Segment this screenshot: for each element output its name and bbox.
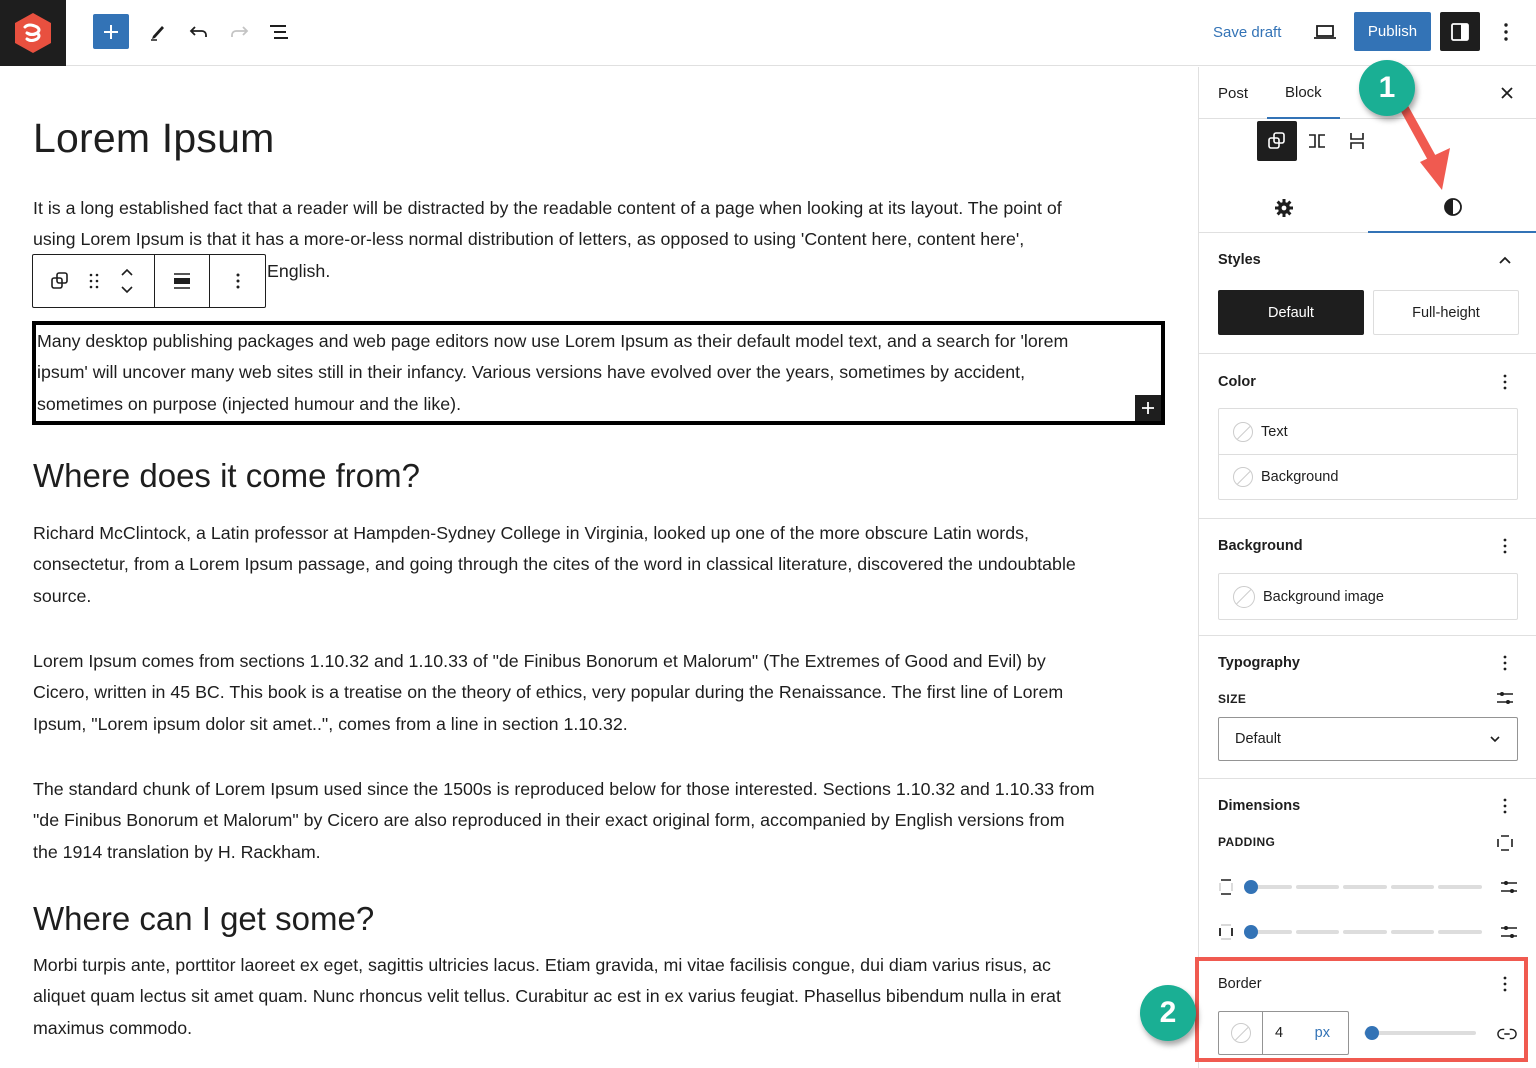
block-options-button[interactable]: [210, 255, 265, 307]
paragraph-line: English.: [267, 260, 331, 281]
close-sidebar-button[interactable]: [1495, 81, 1519, 105]
paragraph-line: Ipsum, "Lorem ipsum dolor sit amet..", comes from a line in section 1.10.32.: [33, 713, 628, 734]
variation-row-button[interactable]: [1297, 121, 1337, 161]
options-menu-button[interactable]: [1488, 14, 1524, 50]
styles-panel-title[interactable]: Styles: [1218, 252, 1261, 268]
plus-icon: [1141, 401, 1155, 415]
slider-thumb[interactable]: [1244, 880, 1258, 894]
paragraph-line: sometimes on purpose (injected humour and the like).: [37, 393, 462, 414]
drag-handle[interactable]: [87, 255, 101, 307]
background-panel: [1199, 519, 1536, 636]
add-block-button[interactable]: [93, 14, 129, 49]
background-image-item[interactable]: [1219, 574, 1517, 619]
settings-gear-icon: [1274, 198, 1294, 218]
dimensions-panel-title: Dimensions: [1218, 798, 1301, 814]
border-width-value: 4: [1275, 1025, 1284, 1041]
move-block-buttons[interactable]: [101, 255, 153, 307]
list-view-icon: [268, 23, 290, 41]
border-panel-title: Border: [1218, 976, 1262, 992]
paragraph-line: Cicero, written in 45 BC. This book is a treatise on the theory of ethics, very popular during the Renaissance. The first line of Lorem: [33, 682, 1064, 703]
block-toolbar-group-main: [33, 255, 155, 307]
size-custom-toggle[interactable]: [1495, 686, 1515, 710]
paragraph-line: using Lorem Ipsum is that it has a more-or-less normal distribution of letters, as opposed to using 'Content here, content here',: [33, 229, 1025, 250]
sliders-icon[interactable]: [1500, 879, 1518, 895]
tab-settings[interactable]: [1199, 183, 1368, 233]
block-toolbar-group-align: [155, 255, 210, 307]
paragraph-line: ipsum' will uncover many web sites still in their infancy. Various versions have evolved over the years, sometimes by accident,: [37, 362, 1026, 383]
preview-button[interactable]: [1307, 14, 1343, 50]
list-view-button[interactable]: [261, 14, 297, 50]
styles-panel: [1199, 234, 1536, 354]
annotation-badge-1: 1: [1359, 60, 1415, 116]
chevron-up-icon: [1498, 255, 1512, 265]
vertical-ellipsis-icon: [1503, 538, 1507, 554]
paragraph-block[interactable]: [33, 950, 1168, 1044]
slider-thumb[interactable]: [1244, 925, 1258, 939]
padding-horizontal-icon: [1218, 923, 1234, 941]
paragraph-block[interactable]: [33, 646, 1168, 740]
dimensions-options-button[interactable]: [1495, 794, 1515, 818]
padding-sides-icon: [1496, 834, 1514, 852]
vertical-ellipsis-icon: [1503, 655, 1507, 671]
border-unit-select[interactable]: px: [1314, 1025, 1330, 1041]
typography-options-button[interactable]: [1495, 651, 1515, 675]
paragraph-line: Richard McClintock, a Latin professor at Hampden-Sydney College in Virginia, looked up one of the more obscure Latin words,: [33, 523, 1029, 543]
close-icon: [1500, 86, 1514, 100]
paragraph-line: maximus commodo.: [33, 1017, 193, 1038]
paragraph-block[interactable]: [33, 518, 1168, 612]
tools-button[interactable]: [140, 14, 176, 50]
stack-icon: [1349, 131, 1365, 151]
annotation-arrow-icon: [1390, 100, 1460, 195]
paragraph-line: source.: [33, 585, 92, 606]
background-items: [1218, 573, 1518, 620]
undo-button[interactable]: [181, 14, 217, 50]
background-panel-title: Background: [1218, 538, 1303, 554]
empty-swatch-icon: [1233, 467, 1253, 487]
block-toolbar-group-more: [210, 255, 265, 307]
more-options-icon: [235, 272, 241, 290]
paragraph-line: It is a long established fact that a reader will be distracted by the readable content of a page when looking at its layout. The point of: [33, 198, 1062, 218]
color-background-item[interactable]: [1219, 454, 1517, 499]
style-full-height-button[interactable]: Full-height: [1373, 290, 1519, 335]
vertical-ellipsis-icon: [1503, 22, 1509, 42]
background-options-button[interactable]: [1495, 534, 1515, 558]
row-icon: [1307, 133, 1327, 149]
vertical-ellipsis-icon: [1503, 374, 1507, 390]
color-items: [1218, 408, 1518, 500]
variation-stack-button[interactable]: [1337, 121, 1377, 161]
redo-icon: [228, 22, 250, 42]
paragraph-line: The standard chunk of Lorem Ipsum used since the 1500s is reproduced below for those interested. Sections 1.10.32 and 1.10.33 from: [33, 779, 1095, 799]
empty-swatch-icon: [1233, 586, 1255, 608]
annotation-badge-2: 2: [1140, 985, 1196, 1041]
block-appender-button[interactable]: [1135, 395, 1161, 421]
laptop-icon: [1313, 23, 1337, 41]
typography-panel-title: Typography: [1218, 655, 1300, 671]
paragraph-line: Morbi turpis ante, porttitor laoreet ex eget, sagittis ultricies lacus. Etiam gravida, mi vitae facilisis congue, dui diam varius risus, ac: [33, 955, 1051, 975]
paragraph-line: the 1914 translation by H. Rackham.: [33, 841, 321, 862]
heading-block[interactable]: Where does it come from?: [33, 457, 420, 494]
empty-swatch-icon: [1233, 422, 1253, 442]
font-size-select[interactable]: [1218, 717, 1518, 761]
padding-horizontal-slider[interactable]: [1218, 920, 1518, 944]
padding-unlink-button[interactable]: [1495, 831, 1515, 855]
size-label: SIZE: [1218, 692, 1247, 706]
sidebar-toggle-icon: [1450, 22, 1470, 42]
font-size-value: Default: [1235, 731, 1281, 747]
vertical-ellipsis-icon: [1503, 798, 1507, 814]
settings-sidebar: [1198, 67, 1536, 1068]
style-default-button[interactable]: Default: [1218, 290, 1364, 335]
sliders-icon[interactable]: [1500, 924, 1518, 940]
color-panel-title: Color: [1218, 374, 1256, 390]
block-toolbar: [32, 254, 266, 308]
selected-group-block[interactable]: [32, 321, 1165, 425]
settings-toggle-button[interactable]: [1440, 12, 1480, 51]
sliders-icon: [1496, 690, 1514, 706]
tab-post[interactable]: Post: [1218, 84, 1249, 102]
paragraph-line: consectetur, from a Lorem Ipsum passage, and going through the cites of the word in classical literature, discovered the undoubtable: [33, 554, 1076, 575]
padding-vertical-slider[interactable]: [1218, 875, 1518, 899]
color-text-item[interactable]: [1219, 409, 1517, 454]
move-up-down-icon: [120, 266, 134, 296]
post-title[interactable]: Lorem Ipsum: [33, 115, 275, 161]
align-button[interactable]: [155, 255, 209, 307]
align-icon: [173, 272, 191, 290]
group-block-icon: [50, 271, 70, 291]
color-panel: [1199, 354, 1536, 519]
chevron-down-icon: [1489, 735, 1501, 743]
redo-button[interactable]: [221, 14, 257, 50]
heading-block[interactable]: Where can I get some?: [33, 900, 375, 937]
border-panel-highlight: [1195, 957, 1528, 1062]
site-logo[interactable]: [0, 0, 66, 66]
undo-icon: [188, 22, 210, 42]
collapse-styles-button[interactable]: [1495, 248, 1515, 272]
padding-label: PADDING: [1218, 835, 1276, 849]
paragraph-line: Many desktop publishing packages and web page editors now use Lorem Ipsum as their default model text, and a search for 'lorem: [37, 331, 1069, 351]
drag-handle-icon: [89, 273, 99, 289]
slider-track[interactable]: [1248, 885, 1482, 889]
paragraph-line: aliquet quam lectus sit amet quam. Nunc rhoncus velit tellus. Curabitur ac est in ex varius feugiat. Phasellus bibendum nulla in erat: [33, 986, 1061, 1007]
group-icon: [1267, 131, 1287, 151]
editor-top-bar: [0, 0, 1536, 66]
background-image-label: Background image: [1263, 588, 1384, 605]
dimensions-panel: [1199, 779, 1536, 959]
save-draft-button[interactable]: Save draft: [1213, 23, 1282, 41]
site-logo-icon: [13, 11, 53, 55]
paragraph-line: "de Finibus Bonorum et Malorum" by Cicero are also reproduced in their exact original form, accompanied by English versions from: [33, 810, 1065, 831]
typography-panel: [1199, 636, 1536, 779]
slider-track[interactable]: [1248, 930, 1482, 934]
publish-button[interactable]: Publish: [1354, 12, 1431, 51]
styles-contrast-icon: [1443, 197, 1463, 217]
inspector-tabs: [1199, 183, 1536, 233]
paragraph-line: Lorem Ipsum comes from sections 1.10.32 and 1.10.33 of "de Finibus Bonorum et Malorum" (The Extremes of Good and Evil) by: [33, 651, 1046, 671]
color-options-button[interactable]: [1495, 370, 1515, 394]
block-variations: [1257, 121, 1377, 161]
padding-vertical-icon: [1218, 878, 1234, 896]
paragraph-block[interactable]: [33, 774, 1168, 868]
plus-icon: [102, 23, 120, 41]
tab-block[interactable]: Block: [1267, 67, 1340, 119]
variation-group-button[interactable]: [1257, 121, 1297, 161]
color-text-label: Text: [1261, 423, 1288, 440]
block-type-button[interactable]: [33, 255, 87, 307]
editor-canvas: [0, 67, 1198, 1068]
color-background-label: Background: [1261, 469, 1339, 485]
pencil-icon: [148, 22, 168, 42]
